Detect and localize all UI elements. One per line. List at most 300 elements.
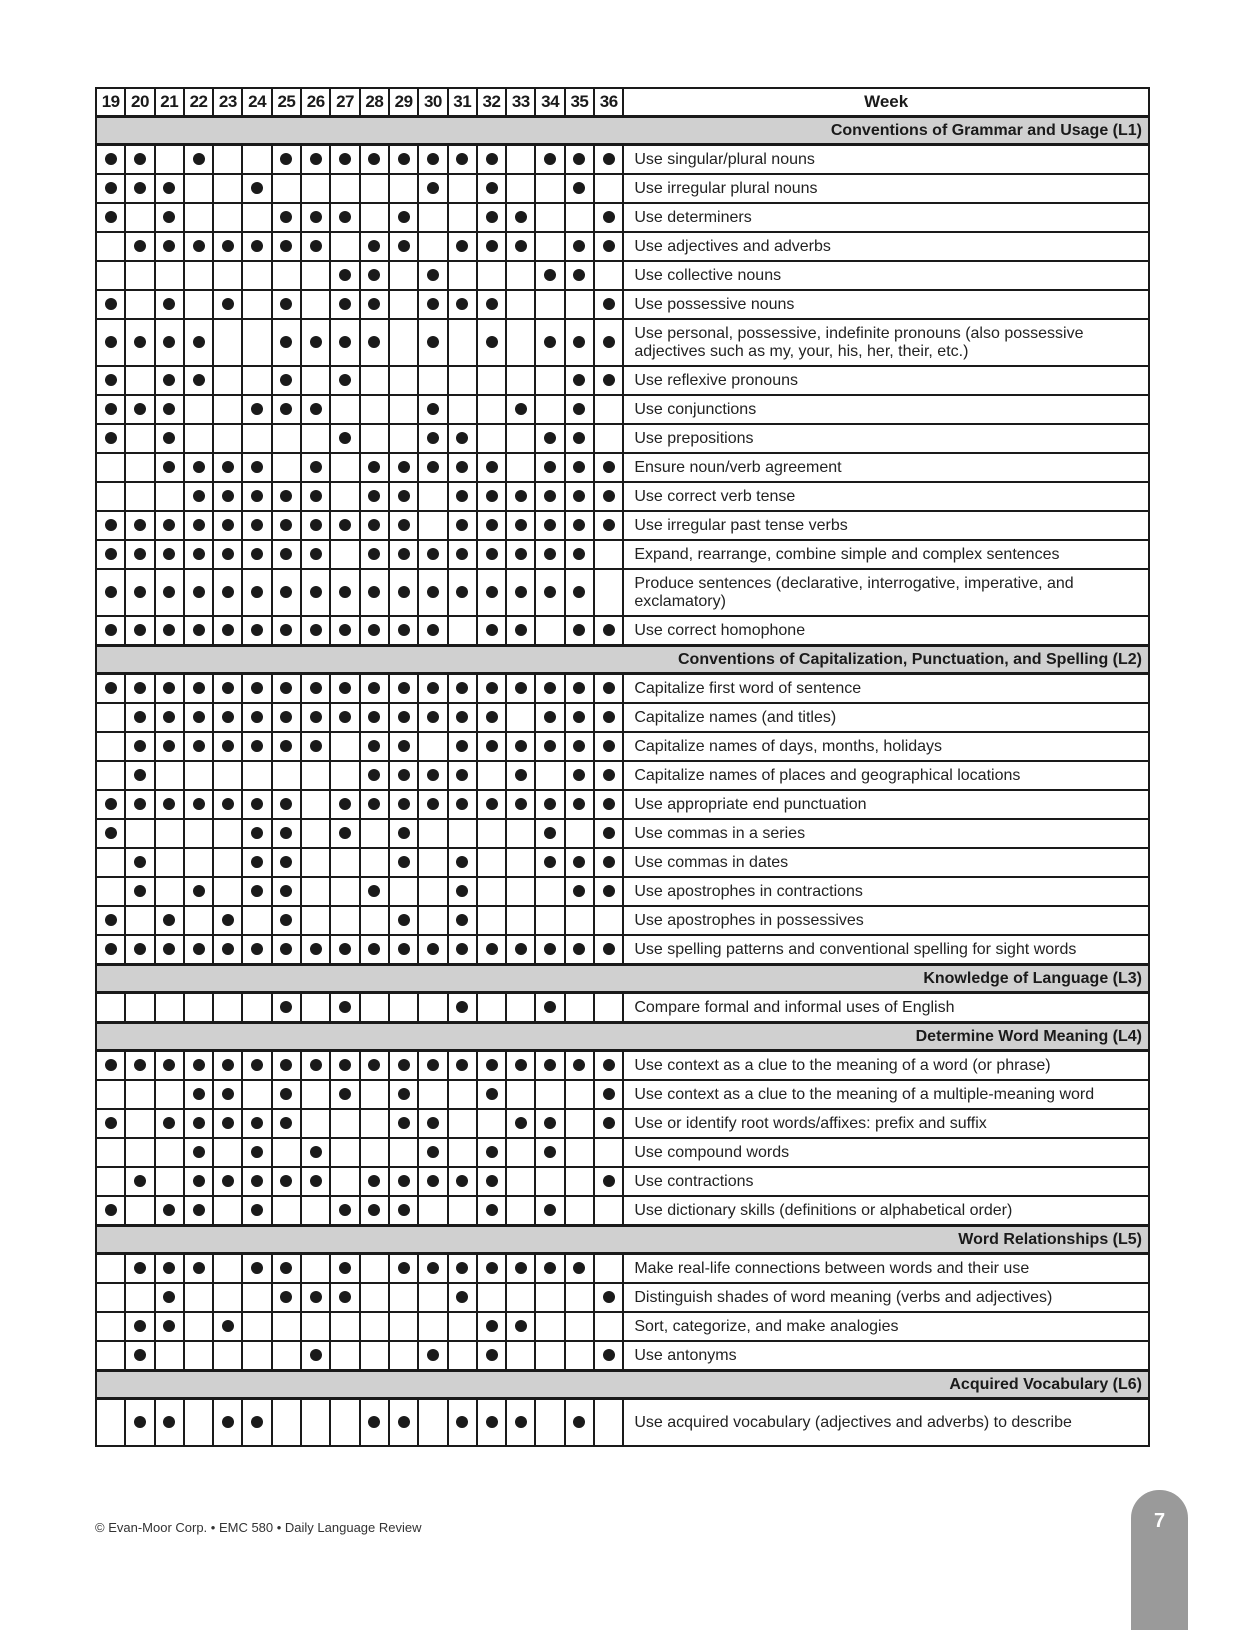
week-cell (301, 1051, 330, 1081)
section-title: Conventions of Grammar and Usage (L1) (96, 117, 1149, 145)
week-cell (96, 848, 125, 877)
week-cell (535, 674, 564, 704)
week-cell (594, 366, 623, 395)
week-cell (155, 848, 184, 877)
week-cell (301, 993, 330, 1023)
week-cell (389, 703, 418, 732)
skill-description: Use conjunctions (623, 395, 1149, 424)
week-cell (272, 1283, 301, 1312)
week-cell (535, 366, 564, 395)
week-cell (535, 703, 564, 732)
bullet-dot-icon (398, 1088, 410, 1100)
bullet-dot-icon (427, 403, 439, 415)
week-cell (155, 761, 184, 790)
week-cell (418, 1399, 447, 1447)
week-cell (96, 424, 125, 453)
week-cell (242, 1196, 271, 1226)
week-cell (477, 203, 506, 232)
week-cell (96, 732, 125, 761)
week-cell (272, 819, 301, 848)
week-cell (155, 1167, 184, 1196)
week-cell (477, 174, 506, 203)
week-cell (125, 1109, 154, 1138)
week-cell (477, 145, 506, 175)
bullet-dot-icon (222, 586, 234, 598)
week-cell (330, 848, 359, 877)
week-cell (213, 819, 242, 848)
bullet-dot-icon (251, 403, 263, 415)
week-cell (594, 453, 623, 482)
week-cell (330, 993, 359, 1023)
bullet-dot-icon (573, 1416, 585, 1428)
week-cell (272, 1109, 301, 1138)
bullet-dot-icon (515, 519, 527, 531)
week-cell (389, 1080, 418, 1109)
week-cell (213, 906, 242, 935)
bullet-dot-icon (134, 740, 146, 752)
week-cell (272, 906, 301, 935)
week-cell (360, 145, 389, 175)
bullet-dot-icon (486, 711, 498, 723)
week-cell (272, 790, 301, 819)
week-cell (565, 761, 594, 790)
week-cell (330, 935, 359, 965)
week-number-header: 35 (565, 88, 594, 117)
week-cell (96, 1283, 125, 1312)
bullet-dot-icon (544, 461, 556, 473)
week-cell (125, 1051, 154, 1081)
bullet-dot-icon (105, 519, 117, 531)
bullet-dot-icon (163, 374, 175, 386)
week-cell (184, 1080, 213, 1109)
week-cell (96, 511, 125, 540)
week-cell (155, 906, 184, 935)
bullet-dot-icon (310, 336, 322, 348)
week-cell (535, 1399, 564, 1447)
week-cell (360, 1399, 389, 1447)
bullet-dot-icon (368, 153, 380, 165)
bullet-dot-icon (603, 1175, 615, 1187)
bullet-dot-icon (486, 682, 498, 694)
skill-description: Use personal, possessive, indefinite pronouns (also possessive adjectives such as my, your, his, her, their, etc.) (623, 319, 1149, 366)
week-cell (213, 732, 242, 761)
week-cell (506, 482, 535, 511)
week-cell (155, 1254, 184, 1284)
week-cell (389, 1341, 418, 1371)
week-cell (506, 1109, 535, 1138)
bullet-dot-icon (193, 1088, 205, 1100)
skill-description: Expand, rearrange, combine simple and complex sentences (623, 540, 1149, 569)
bullet-dot-icon (193, 1204, 205, 1216)
skill-row (96, 145, 1149, 175)
week-cell (594, 1312, 623, 1341)
bullet-dot-icon (398, 1262, 410, 1274)
week-cell (565, 1051, 594, 1081)
skill-description: Capitalize first word of sentence (623, 674, 1149, 704)
week-cell (418, 424, 447, 453)
week-cell (477, 261, 506, 290)
bullet-dot-icon (222, 624, 234, 636)
week-cell (565, 482, 594, 511)
week-cell (565, 540, 594, 569)
week-cell (272, 993, 301, 1023)
bullet-dot-icon (222, 1416, 234, 1428)
week-cell (418, 703, 447, 732)
section-title: Conventions of Capitalization, Punctuation, and Spelling (L2) (96, 646, 1149, 674)
week-cell (272, 674, 301, 704)
week-cell (418, 1109, 447, 1138)
week-cell (184, 232, 213, 261)
bullet-dot-icon (163, 624, 175, 636)
week-cell (184, 482, 213, 511)
bullet-dot-icon (544, 1204, 556, 1216)
week-cell (242, 290, 271, 319)
week-cell (242, 616, 271, 646)
week-cell (535, 540, 564, 569)
bullet-dot-icon (456, 1059, 468, 1071)
week-cell (301, 261, 330, 290)
bullet-dot-icon (603, 1117, 615, 1129)
bullet-dot-icon (251, 856, 263, 868)
week-cell (213, 761, 242, 790)
week-cell (184, 1167, 213, 1196)
week-cell (477, 1080, 506, 1109)
week-cell (389, 848, 418, 877)
bullet-dot-icon (573, 1262, 585, 1274)
week-cell (448, 1196, 477, 1226)
week-cell (477, 569, 506, 616)
week-cell (155, 290, 184, 319)
week-cell (594, 1283, 623, 1312)
week-cell (272, 616, 301, 646)
bullet-dot-icon (251, 711, 263, 723)
bullet-dot-icon (398, 211, 410, 223)
week-cell (242, 1254, 271, 1284)
bullet-dot-icon (339, 1262, 351, 1274)
bullet-dot-icon (544, 798, 556, 810)
bullet-dot-icon (456, 1291, 468, 1303)
week-cell (213, 232, 242, 261)
bullet-dot-icon (280, 740, 292, 752)
week-cell (506, 424, 535, 453)
bullet-dot-icon (105, 586, 117, 598)
week-cell (242, 569, 271, 616)
bullet-dot-icon (339, 519, 351, 531)
week-cell (506, 1080, 535, 1109)
week-cell (448, 1080, 477, 1109)
week-cell (360, 319, 389, 366)
week-cell (242, 1109, 271, 1138)
week-cell (360, 174, 389, 203)
week-cell (213, 935, 242, 965)
skill-row (96, 877, 1149, 906)
week-cell (360, 453, 389, 482)
bullet-dot-icon (544, 336, 556, 348)
bullet-dot-icon (368, 548, 380, 560)
week-cell (389, 482, 418, 511)
bullet-dot-icon (251, 682, 263, 694)
week-cell (330, 761, 359, 790)
week-cell (477, 1312, 506, 1341)
week-cell (96, 1196, 125, 1226)
week-cell (448, 482, 477, 511)
week-number-header: 26 (301, 88, 330, 117)
week-cell (448, 616, 477, 646)
week-cell (184, 1341, 213, 1371)
week-cell (565, 395, 594, 424)
bullet-dot-icon (368, 336, 380, 348)
skill-description: Produce sentences (declarative, interrogative, imperative, and exclamatory) (623, 569, 1149, 616)
week-cell (301, 453, 330, 482)
week-cell (125, 1312, 154, 1341)
skill-row (96, 1196, 1149, 1226)
bullet-dot-icon (251, 1059, 263, 1071)
week-cell (96, 366, 125, 395)
week-cell (184, 993, 213, 1023)
skill-row (96, 203, 1149, 232)
bullet-dot-icon (515, 1320, 527, 1332)
week-cell (272, 1254, 301, 1284)
week-cell (389, 1399, 418, 1447)
bullet-dot-icon (368, 519, 380, 531)
week-cell (506, 1051, 535, 1081)
week-cell (301, 395, 330, 424)
bullet-dot-icon (105, 403, 117, 415)
bullet-dot-icon (515, 682, 527, 694)
bullet-dot-icon (339, 432, 351, 444)
week-cell (330, 1399, 359, 1447)
week-cell (418, 993, 447, 1023)
week-cell (565, 993, 594, 1023)
bullet-dot-icon (427, 1146, 439, 1158)
week-cell (301, 1283, 330, 1312)
bullet-dot-icon (398, 711, 410, 723)
skill-row (96, 935, 1149, 965)
week-cell (125, 203, 154, 232)
week-cell (535, 395, 564, 424)
bullet-dot-icon (515, 740, 527, 752)
bullet-dot-icon (398, 1416, 410, 1428)
week-cell (477, 1167, 506, 1196)
week-cell (360, 703, 389, 732)
week-cell (535, 1341, 564, 1371)
bullet-dot-icon (310, 548, 322, 560)
week-cell (96, 935, 125, 965)
bullet-dot-icon (398, 856, 410, 868)
week-cell (565, 935, 594, 965)
week-cell (213, 674, 242, 704)
bullet-dot-icon (251, 1416, 263, 1428)
week-cell (330, 1167, 359, 1196)
bullet-dot-icon (573, 1059, 585, 1071)
week-cell (184, 424, 213, 453)
week-cell (535, 1167, 564, 1196)
bullet-dot-icon (573, 769, 585, 781)
skill-description: Capitalize names of places and geographical locations (623, 761, 1149, 790)
week-number-header: 25 (272, 88, 301, 117)
week-cell (272, 261, 301, 290)
week-number-header: 34 (535, 88, 564, 117)
bullet-dot-icon (427, 943, 439, 955)
week-cell (448, 906, 477, 935)
week-cell (96, 1051, 125, 1081)
bullet-dot-icon (339, 1088, 351, 1100)
bullet-dot-icon (573, 269, 585, 281)
bullet-dot-icon (515, 211, 527, 223)
week-cell (565, 511, 594, 540)
section-title: Word Relationships (L5) (96, 1226, 1149, 1254)
week-cell (448, 424, 477, 453)
week-cell (565, 1196, 594, 1226)
bullet-dot-icon (251, 1175, 263, 1187)
week-cell (565, 1283, 594, 1312)
bullet-dot-icon (456, 769, 468, 781)
week-cell (330, 1109, 359, 1138)
bullet-dot-icon (573, 490, 585, 502)
week-cell (301, 203, 330, 232)
week-cell (96, 761, 125, 790)
week-cell (594, 703, 623, 732)
skill-description: Compare formal and informal uses of English (623, 993, 1149, 1023)
bullet-dot-icon (456, 586, 468, 598)
bullet-dot-icon (398, 740, 410, 752)
week-cell (418, 1196, 447, 1226)
bullet-dot-icon (105, 827, 117, 839)
week-cell (535, 848, 564, 877)
week-cell (360, 569, 389, 616)
week-cell (301, 674, 330, 704)
week-cell (242, 1080, 271, 1109)
week-cell (418, 569, 447, 616)
week-cell (448, 290, 477, 319)
week-cell (535, 877, 564, 906)
week-cell (125, 174, 154, 203)
week-cell (125, 1138, 154, 1167)
bullet-dot-icon (573, 943, 585, 955)
week-cell (360, 1051, 389, 1081)
bullet-dot-icon (456, 711, 468, 723)
bullet-dot-icon (456, 153, 468, 165)
week-cell (418, 1341, 447, 1371)
week-number-header: 24 (242, 88, 271, 117)
bullet-dot-icon (339, 269, 351, 281)
week-cell (418, 1254, 447, 1284)
week-cell (565, 732, 594, 761)
week-cell (594, 674, 623, 704)
bullet-dot-icon (486, 586, 498, 598)
skill-description: Ensure noun/verb agreement (623, 453, 1149, 482)
week-cell (565, 1080, 594, 1109)
week-cell (184, 366, 213, 395)
week-cell (448, 1312, 477, 1341)
week-cell (96, 1312, 125, 1341)
bullet-dot-icon (368, 682, 380, 694)
bullet-dot-icon (427, 798, 439, 810)
bullet-dot-icon (398, 1204, 410, 1216)
skill-row (96, 819, 1149, 848)
bullet-dot-icon (105, 432, 117, 444)
week-cell (301, 1254, 330, 1284)
bullet-dot-icon (603, 374, 615, 386)
week-cell (565, 790, 594, 819)
week-cell (506, 174, 535, 203)
week-cell (506, 511, 535, 540)
week-cell (448, 1051, 477, 1081)
bullet-dot-icon (105, 914, 117, 926)
bullet-dot-icon (193, 943, 205, 955)
bullet-dot-icon (573, 740, 585, 752)
bullet-dot-icon (603, 711, 615, 723)
week-cell (477, 1109, 506, 1138)
week-cell (125, 290, 154, 319)
week-cell (594, 569, 623, 616)
week-cell (272, 424, 301, 453)
week-cell (272, 703, 301, 732)
week-cell (418, 1283, 447, 1312)
week-cell (96, 261, 125, 290)
week-cell (96, 1254, 125, 1284)
bullet-dot-icon (134, 624, 146, 636)
skill-row (96, 1283, 1149, 1312)
week-cell (594, 424, 623, 453)
bullet-dot-icon (251, 798, 263, 810)
bullet-dot-icon (544, 943, 556, 955)
week-cell (184, 732, 213, 761)
week-cell (301, 1080, 330, 1109)
week-cell (535, 232, 564, 261)
bullet-dot-icon (427, 586, 439, 598)
skill-description: Use spelling patterns and conventional spelling for sight words (623, 935, 1149, 965)
skill-row (96, 616, 1149, 646)
bullet-dot-icon (398, 461, 410, 473)
week-cell (506, 674, 535, 704)
bullet-dot-icon (310, 1175, 322, 1187)
bullet-dot-icon (486, 1349, 498, 1361)
week-cell (389, 1138, 418, 1167)
skill-row (96, 453, 1149, 482)
week-cell (448, 174, 477, 203)
bullet-dot-icon (456, 1416, 468, 1428)
bullet-dot-icon (310, 403, 322, 415)
bullet-dot-icon (163, 682, 175, 694)
skill-description: Use determiners (623, 203, 1149, 232)
bullet-dot-icon (163, 432, 175, 444)
week-cell (477, 1341, 506, 1371)
week-cell (360, 1254, 389, 1284)
bullet-dot-icon (573, 403, 585, 415)
bullet-dot-icon (544, 856, 556, 868)
week-cell (360, 877, 389, 906)
week-cell (389, 145, 418, 175)
week-cell (242, 935, 271, 965)
bullet-dot-icon (222, 298, 234, 310)
week-cell (389, 319, 418, 366)
week-cell (184, 877, 213, 906)
week-cell (535, 290, 564, 319)
bullet-dot-icon (486, 490, 498, 502)
bullet-dot-icon (573, 586, 585, 598)
week-cell (565, 1341, 594, 1371)
week-cell (506, 1399, 535, 1447)
skill-row (96, 1138, 1149, 1167)
week-cell (330, 1138, 359, 1167)
week-cell (506, 703, 535, 732)
bullet-dot-icon (427, 182, 439, 194)
bullet-dot-icon (193, 1175, 205, 1187)
bullet-dot-icon (134, 336, 146, 348)
week-cell (213, 993, 242, 1023)
week-cell (418, 848, 447, 877)
